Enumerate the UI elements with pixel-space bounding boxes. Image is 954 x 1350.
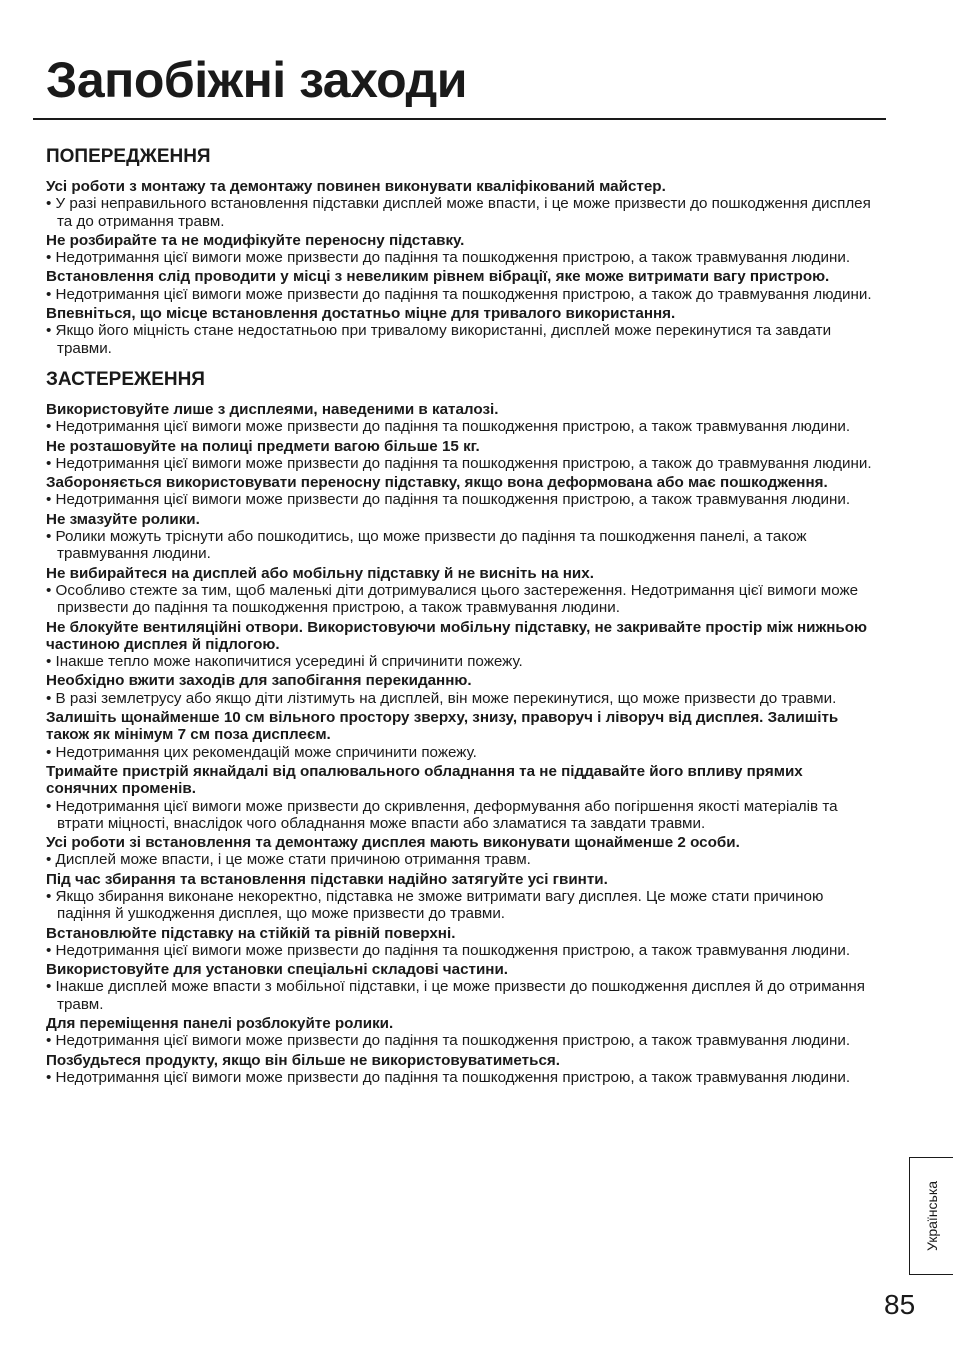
safety-item [46,565,876,617]
item-bullet: • Дисплей може впасти, і це може стати причиною отримання травм. [46,851,876,868]
safety-item [46,871,876,923]
item-bullet: • Недотримання цих рекомендацій може спричинити пожежу. [46,744,876,761]
section-heading: ПОПЕРЕДЖЕННЯ [46,146,211,167]
item-bullet: • Недотримання цієї вимоги може призвести до падіння та пошкодження пристрою, а також до травмування людини. [46,286,876,303]
safety-item [46,268,876,303]
safety-item [46,474,876,509]
item-heading: Усі роботи зі встановлення та демонтажу дисплея мають виконувати щонайменше 2 особи. [46,834,740,852]
item-bullet: • Якщо його міцність стане недостатньою при тривалому використанні, дисплей може перекинутися та завдати травми. [46,322,876,357]
safety-item [46,1015,876,1050]
title-divider [33,118,886,120]
safety-item [46,1052,876,1087]
safety-item [46,619,876,671]
item-bullet: • Недотримання цієї вимоги може призвести до скривлення, деформування або погіршення якості матеріалів та втрати міцності, внаслідок чого обладнання може впасти або зламатися та завдати травми. [46,798,876,833]
item-heading: Не змазуйте ролики. [46,510,200,528]
item-heading: Встановлюйте підставку на стійкій та рівній поверхні. [46,924,456,942]
item-bullet: • Недотримання цієї вимоги може призвести до падіння та пошкодження пристрою, а також травмування людини. [46,942,876,959]
item-bullet: • Інакше тепло може накопичитися усередині й спричинити пожежу. [46,653,876,670]
safety-item [46,925,876,960]
item-heading: Залишіть щонайменше 10 см вільного простору зверху, знизу, праворуч і ліворуч від дисплея. Залишіть також як мінімум 7 см поза дисплеєм. [46,709,839,744]
item-bullet: • Недотримання цієї вимоги може призвести до падіння та пошкодження пристрою, а також травмування людини. [46,418,876,435]
item-heading: Усі роботи з монтажу та демонтажу повинен виконувати кваліфікований майстер. [46,178,666,195]
item-heading: Не розташовуйте на полиці предмети вагою більше 15 кг. [46,437,480,455]
section-warning [46,145,876,357]
item-bullet: • Особливо стежте за тим, щоб маленькі діти дотримувалися цього застереження. Недотримання цієї вимоги може призвести до падіння та пошкодження пристрою, а також травмування людини. [46,582,876,617]
section-caution [46,368,876,1086]
item-bullet: • У разі неправильного встановлення підставки дисплей може впасти, і це може призвести до пошкодження дисплея та до отримання травм. [46,195,876,230]
item-bullet: • Недотримання цієї вимоги може призвести до падіння та пошкодження пристрою, а також травмування людини. [46,1069,876,1086]
safety-item [46,178,876,230]
page-number: 85 [884,1289,916,1320]
safety-item [46,232,876,267]
item-bullet: • Інакше дисплей може впасти з мобільної підставки, і це може призвести до пошкодження дисплея й до отримання травм. [46,978,876,1013]
language-tab [909,1157,953,1275]
language-tab-label: Українська [923,1180,940,1252]
page-title: Запобіжні заходи [46,52,468,108]
item-heading: Забороняється використовувати переносну підставку, якщо вона деформована або має пошкодження. [46,474,828,492]
safety-item [46,305,876,357]
item-heading: Використовуйте для установки спеціальні складові частини. [46,961,509,979]
item-heading: Встановлення слід проводити у місці з невеликим рівнем вібрації, яке може витримати вагу пристрою. [46,268,830,286]
item-bullet: • Недотримання цієї вимоги може призвести до падіння та пошкодження пристрою, а також травмування людини. [46,1032,876,1049]
item-heading: Позбудьтеся продукту, якщо він більше не використовуватиметься. [46,1051,560,1069]
item-bullet: • Недотримання цієї вимоги може призвести до падіння та пошкодження пристрою, а також до травмування людини. [46,455,876,472]
item-heading: Не блокуйте вентиляційні отвори. Використовуючи мобільну підставку, не закривайте простір між нижньою частиною дисплея й підлогою. [46,618,867,653]
item-bullet: • Якщо збирання виконане некоректно, підставка не зможе витримати вагу дисплея. Це може стати причиною падіння й ушкодження дисплея, що може призвести до травми. [46,888,876,923]
safety-item [46,672,876,707]
item-bullet: • Недотримання цієї вимоги може призвести до падіння та пошкодження пристрою, а також травмування людини. [46,491,876,508]
item-heading: Впевніться, що місце встановлення достатньо міцне для тривалого використання. [46,305,676,323]
item-bullet: • Ролики можуть тріснути або пошкодитись, що може призвести до падіння та пошкодження панелі, а також травмування людини. [46,528,876,563]
item-heading: Використовуйте лише з дисплеями, наведеними в каталозі. [46,400,499,418]
item-heading: Тримайте пристрій якнайдалі від опалювального обладнання та не піддавайте його впливу прямих сонячних променів. [46,762,803,798]
safety-item [46,834,876,869]
item-bullet: • В разі землетрусу або якщо діти лізтимуть на дисплей, він може перекинутися, що може призвести до травми. [46,690,876,707]
section-heading: ЗАСТЕРЕЖЕННЯ [46,368,205,390]
safety-content [46,145,876,1097]
item-bullet: • Недотримання цієї вимоги може призвести до падіння та пошкодження пристрою, а також травмування людини. [46,249,876,266]
safety-item [46,511,876,563]
safety-item [46,401,876,436]
safety-item [46,438,876,473]
item-heading: Для переміщення панелі розблокуйте ролики. [46,1015,394,1033]
item-heading: Необхідно вжити заходів для запобігання перекиданню. [46,672,472,690]
safety-item [46,961,876,1013]
item-heading: Не розбирайте та не модифікуйте переносну підставку. [46,231,465,249]
safety-item [46,763,876,832]
safety-item [46,709,876,761]
item-heading: Не вибирайтеся на дисплей або мобільну підставку й не висніть на них. [46,564,594,582]
item-heading: Під час збирання та встановлення підставки надійно затягуйте усі гвинти. [46,870,608,888]
